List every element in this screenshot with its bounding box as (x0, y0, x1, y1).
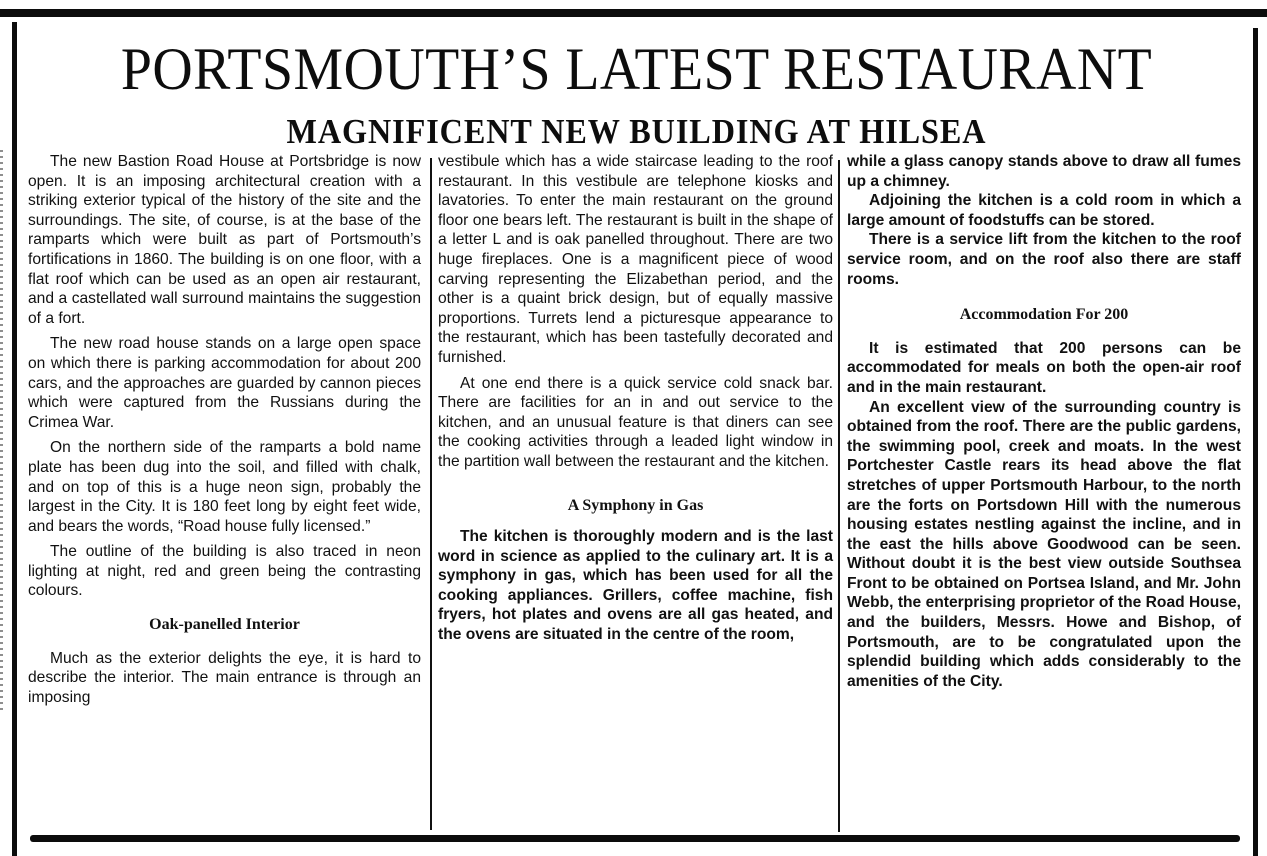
section-heading: Oak-panelled Interior (149, 616, 300, 634)
paragraph: The kitchen is thoroughly modern and is the last word in science as applied to the culinary art. It is a symphony in gas, which has been used for all the cooking appliances. Grillers, coffee machine, fish fryers, hot plates and ovens are all gas heated, and the ovens are situated in the centre of the room, (438, 528, 833, 644)
subheadline: MAGNIFICENT NEW BUILDING AT HILSEA (286, 112, 987, 151)
left-border-rule (12, 22, 17, 856)
paragraph: Much as the exterior delights the eye, it is hard to describe the interior. The main entrance is through an imposing (28, 649, 421, 706)
top-rule (0, 9, 1267, 17)
headline: PORTSMOUTH’S LATEST RESTAURANT (120, 36, 1153, 102)
paragraph: The new road house stands on a large open space on which there is parking accommodation for about 200 cars, and the approaches are guarded by cannon pieces which were captured from the Russians during the Crimea War. (28, 335, 421, 431)
paragraph: Adjoining the kitchen is a cold room in which a large amount of foodstuffs can be stored. (847, 192, 1241, 229)
paragraph: At one end there is a quick service cold snack bar. There are facilities for an in and out service to the kitchen, and an unusual feature is that diners can see the cooking activities through a leaded light window in the partition wall between the restaurant and the kitchen. (438, 374, 833, 470)
column-1 (28, 152, 421, 707)
column-divider (430, 158, 432, 830)
column-2 (438, 152, 833, 645)
bottom-rule (30, 835, 1240, 842)
right-border-rule (1253, 28, 1258, 856)
column-3 (847, 152, 1241, 691)
paragraph: vestibule which has a wide staircase leading to the roof restaurant. In this vestibule are telephone kiosks and lavatories. To enter the main restaurant on the ground floor one bears left. The restaurant is built in the shape of a letter L and is oak panelled throughout. There are two huge fireplaces. One is a magnificent piece of wood carving representing the Elizabethan period, and the other is a quaint brick design, but of equally massive proportions. Turrets lend a picturesque appearance to the restaurant, which has been tastefully decorated and furnished. (438, 153, 833, 366)
paragraph: The outline of the building is also traced in neon lighting at night, red and green being the contrasting colours. (28, 543, 421, 600)
section-heading: A Symphony in Gas (567, 496, 704, 514)
paragraph: while a glass canopy stands above to draw all fumes up a chimney. (847, 153, 1241, 190)
scan-edge-marks (0, 150, 3, 710)
paragraph: On the northern side of the ramparts a bold name plate has been dug into the soil, and filled with chalk, and on top of this is a huge neon sign, probably the largest in the City. It is 180 feet long by eight feet wide, and bears the words, “Road house fully licensed.” (28, 439, 421, 535)
paragraph: An excellent view of the surrounding country is obtained from the roof. There are the public gardens, the swimming pool, creek and moats. In the west Portchester Castle rears its head above the flat stretches of upper Portsmouth Harbour, to the north are the forts on Portsdown Hill with the numerous housing estates nestling against the incline, and in the east the hills above Goodwood can be seen. Without doubt it is the best view outside Southsea Front to be obtained on Portsea Island, and Mr. John Webb, the enterprising proprietor of the Road House, and the builders, Messrs. Howe and Bishop, of Portsmouth, are to be congratulated upon the splendid building which adds considerably to the amenities of the City. (847, 398, 1241, 690)
column-divider (838, 160, 840, 832)
paragraph: It is estimated that 200 persons can be accommodated for meals on both the open-air roof and in the main restaurant. (847, 339, 1241, 396)
paragraph: The new Bastion Road House at Portsbridge is now open. It is an imposing architectural creation with a striking exterior typical of the history of the site and the surroundings. The site, of course, is at the base of the ramparts which were built as part of Portsmouth’s fortifications in 1860. The building is on one floor, with a flat roof which can be used as an open air restaurant, and a castellated wall surround maintains the suggestion of a fort. (28, 153, 421, 327)
section-heading: Accommodation For 200 (959, 306, 1129, 324)
paragraph: There is a service lift from the kitchen to the roof service room, and on the roof also there are staff rooms. (847, 231, 1241, 288)
